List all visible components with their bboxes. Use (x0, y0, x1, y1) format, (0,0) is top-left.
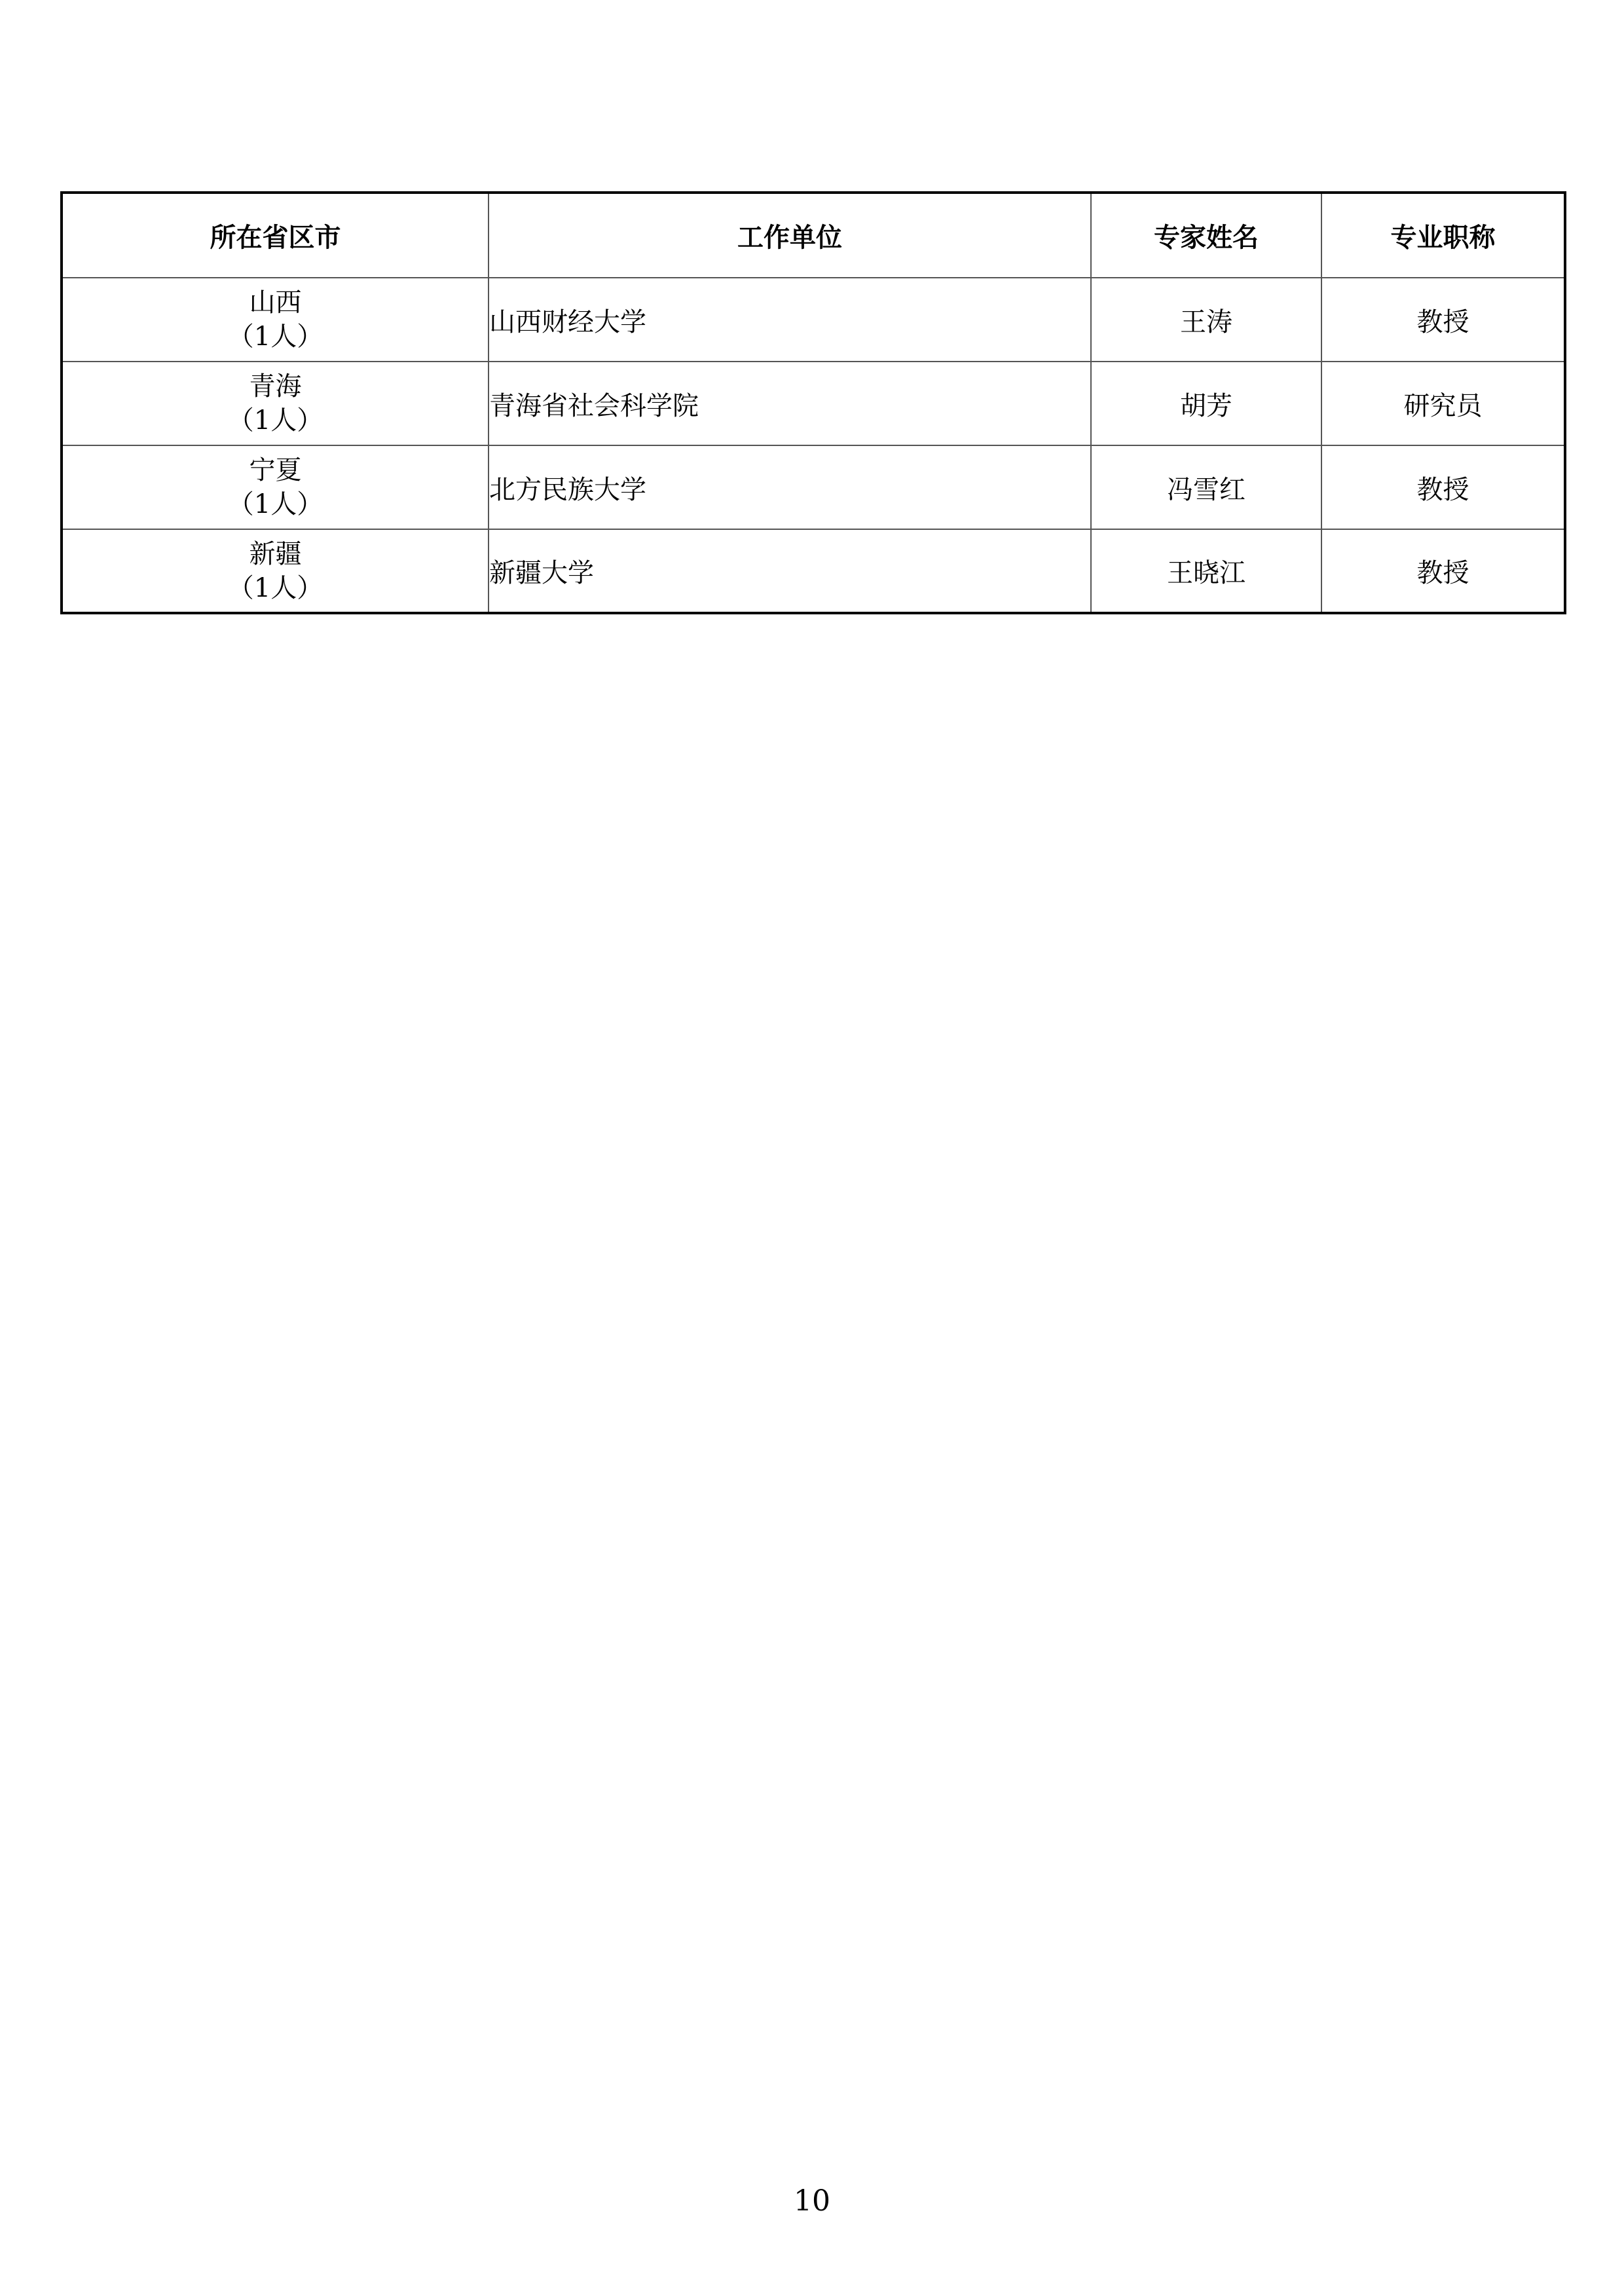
province-cell (62, 445, 489, 529)
table-row (62, 445, 1565, 529)
unit-cell: 新疆大学 (489, 529, 1091, 613)
expert-name-cell: 冯雪红 (1091, 445, 1321, 529)
table-row (62, 278, 1565, 362)
title-cell: 教授 (1321, 445, 1565, 529)
header-name: 专家姓名 (1091, 193, 1321, 278)
header-title: 专业职称 (1321, 193, 1565, 278)
unit-cell: 北方民族大学 (489, 445, 1091, 529)
expert-name-cell: 胡芳 (1091, 362, 1321, 445)
expert-table (60, 191, 1566, 614)
province-cell (62, 529, 489, 613)
province-count: （1人） (227, 322, 323, 352)
province-name: 青海 (249, 371, 302, 401)
province-count: （1人） (227, 489, 323, 519)
page-number: 10 (794, 2184, 830, 2218)
title-cell: 教授 (1321, 278, 1565, 362)
expert-name-cell: 王晓江 (1091, 529, 1321, 613)
province-name: 新疆 (249, 538, 302, 569)
title-cell: 教授 (1321, 529, 1565, 613)
province-cell (62, 278, 489, 362)
expert-name-cell: 王涛 (1091, 278, 1321, 362)
title-cell: 研究员 (1321, 362, 1565, 445)
header-province: 所在省区市 (62, 193, 489, 278)
table-row (62, 529, 1565, 613)
province-count: （1人） (227, 572, 323, 603)
unit-cell: 山西财经大学 (489, 278, 1091, 362)
province-cell (62, 362, 489, 445)
province-count: （1人） (227, 405, 323, 436)
table-row (62, 362, 1565, 445)
table-header-row (62, 193, 1565, 278)
province-name: 宁夏 (249, 455, 302, 485)
province-name: 山西 (249, 288, 302, 318)
unit-cell: 青海省社会科学院 (489, 362, 1091, 445)
header-unit: 工作单位 (489, 193, 1091, 278)
